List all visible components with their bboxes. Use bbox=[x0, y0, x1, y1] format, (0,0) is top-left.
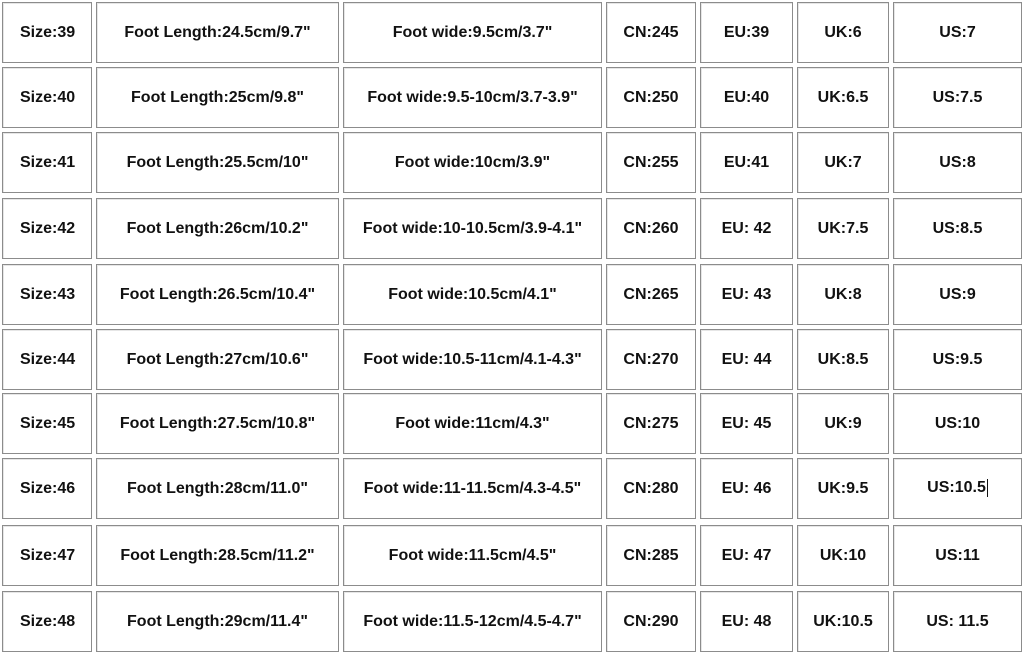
cn-size-cell: CN:285 bbox=[606, 525, 696, 586]
eu-size-cell: EU: 43 bbox=[700, 264, 793, 325]
size-cell: Size:46 bbox=[2, 458, 92, 519]
foot-width-cell: Foot wide:9.5-10cm/3.7-3.9" bbox=[343, 67, 602, 128]
us-size-cell: US:11 bbox=[893, 525, 1022, 586]
foot-width-cell: Foot wide:10cm/3.9" bbox=[343, 132, 602, 193]
foot-width-cell: Foot wide:11.5-12cm/4.5-4.7" bbox=[343, 591, 602, 652]
cn-size-cell: CN:245 bbox=[606, 2, 696, 63]
foot-length-cell: Foot Length:28.5cm/11.2" bbox=[96, 525, 339, 586]
eu-size-cell: EU: 46 bbox=[700, 458, 793, 519]
size-cell: Size:43 bbox=[2, 264, 92, 325]
us-size-cell: US:9.5 bbox=[893, 329, 1022, 390]
table-row bbox=[0, 65, 1024, 130]
eu-size-cell: EU:41 bbox=[700, 132, 793, 193]
foot-width-cell: Foot wide:9.5cm/3.7" bbox=[343, 2, 602, 63]
foot-width-cell: Foot wide:11cm/4.3" bbox=[343, 393, 602, 454]
foot-width-cell: Foot wide:10.5cm/4.1" bbox=[343, 264, 602, 325]
eu-size-cell: EU: 47 bbox=[700, 525, 793, 586]
foot-length-cell: Foot Length:25cm/9.8" bbox=[96, 67, 339, 128]
us-size-cell: US:8.5 bbox=[893, 198, 1022, 259]
uk-size-cell: UK:7.5 bbox=[797, 198, 889, 259]
table-row bbox=[0, 262, 1024, 327]
eu-size-cell: EU:40 bbox=[700, 67, 793, 128]
uk-size-cell: UK:9 bbox=[797, 393, 889, 454]
us-size-cell bbox=[893, 458, 1022, 519]
table-row bbox=[0, 0, 1024, 65]
size-cell: Size:42 bbox=[2, 198, 92, 259]
eu-size-cell: EU: 42 bbox=[700, 198, 793, 259]
uk-size-cell: UK:8 bbox=[797, 264, 889, 325]
cn-size-cell: CN:290 bbox=[606, 591, 696, 652]
table-row bbox=[0, 523, 1024, 588]
foot-length-cell: Foot Length:27cm/10.6" bbox=[96, 329, 339, 390]
eu-size-cell: EU: 44 bbox=[700, 329, 793, 390]
table-row bbox=[0, 196, 1024, 261]
size-cell: Size:45 bbox=[2, 393, 92, 454]
eu-size-cell: EU:39 bbox=[700, 2, 793, 63]
table-row bbox=[0, 456, 1024, 521]
uk-size-cell: UK:8.5 bbox=[797, 329, 889, 390]
foot-width-cell: Foot wide:11.5cm/4.5" bbox=[343, 525, 602, 586]
us-size-cell: US:7.5 bbox=[893, 67, 1022, 128]
size-cell: Size:48 bbox=[2, 591, 92, 652]
cn-size-cell: CN:250 bbox=[606, 67, 696, 128]
cn-size-cell: CN:265 bbox=[606, 264, 696, 325]
uk-size-cell: UK:6.5 bbox=[797, 67, 889, 128]
cn-size-cell: CN:280 bbox=[606, 458, 696, 519]
foot-length-cell: Foot Length:26cm/10.2" bbox=[96, 198, 339, 259]
cn-size-cell: CN:275 bbox=[606, 393, 696, 454]
cn-size-cell: CN:270 bbox=[606, 329, 696, 390]
foot-length-cell: Foot Length:24.5cm/9.7" bbox=[96, 2, 339, 63]
table-row bbox=[0, 391, 1024, 456]
table-row bbox=[0, 130, 1024, 195]
foot-length-cell: Foot Length:28cm/11.0" bbox=[96, 458, 339, 519]
uk-size-cell: UK:6 bbox=[797, 2, 889, 63]
foot-length-cell: Foot Length:27.5cm/10.8" bbox=[96, 393, 339, 454]
us-size-cell: US: 11.5 bbox=[893, 591, 1022, 652]
size-cell: Size:39 bbox=[2, 2, 92, 63]
foot-width-cell: Foot wide:10.5-11cm/4.1-4.3" bbox=[343, 329, 602, 390]
table-row bbox=[0, 327, 1024, 392]
foot-width-cell: Foot wide:10-10.5cm/3.9-4.1" bbox=[343, 198, 602, 259]
foot-length-cell: Foot Length:29cm/11.4" bbox=[96, 591, 339, 652]
eu-size-cell: EU: 45 bbox=[700, 393, 793, 454]
us-size-cell: US:10 bbox=[893, 393, 1022, 454]
foot-width-cell: Foot wide:11-11.5cm/4.3-4.5" bbox=[343, 458, 602, 519]
us-size-value: US:10.5 bbox=[927, 479, 986, 497]
size-cell: Size:40 bbox=[2, 67, 92, 128]
us-size-cell: US:8 bbox=[893, 132, 1022, 193]
table-row bbox=[0, 589, 1024, 654]
us-size-cell: US:7 bbox=[893, 2, 1022, 63]
cn-size-cell: CN:260 bbox=[606, 198, 696, 259]
size-cell: Size:47 bbox=[2, 525, 92, 586]
eu-size-cell: EU: 48 bbox=[700, 591, 793, 652]
uk-size-cell: UK:10 bbox=[797, 525, 889, 586]
us-size-cell: US:9 bbox=[893, 264, 1022, 325]
size-cell: Size:41 bbox=[2, 132, 92, 193]
uk-size-cell: UK:10.5 bbox=[797, 591, 889, 652]
cn-size-cell: CN:255 bbox=[606, 132, 696, 193]
size-cell: Size:44 bbox=[2, 329, 92, 390]
uk-size-cell: UK:9.5 bbox=[797, 458, 889, 519]
foot-length-cell: Foot Length:25.5cm/10" bbox=[96, 132, 339, 193]
uk-size-cell: UK:7 bbox=[797, 132, 889, 193]
foot-length-cell: Foot Length:26.5cm/10.4" bbox=[96, 264, 339, 325]
